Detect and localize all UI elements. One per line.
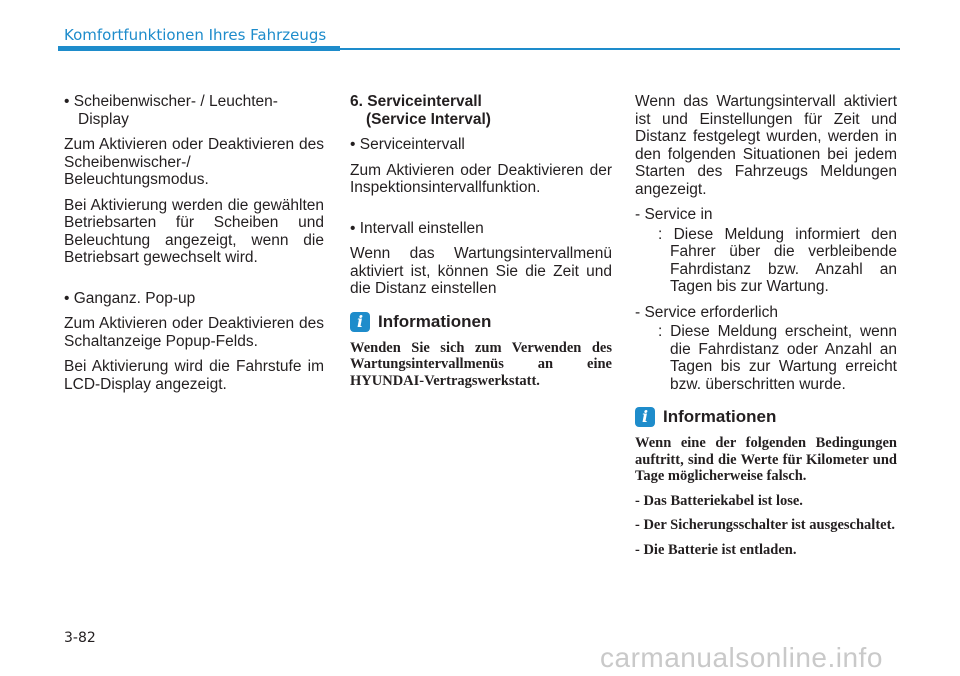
column-middle <box>350 93 612 397</box>
paragraph: Wenn das Wartungsintervall aktiviert ist und Einstellungen für Zeit und Distanz festgelegt wurden, werden in den folgenden Situationen bei jedem Starten des Fahrzeugs Meldungen angezeigt. <box>635 93 897 198</box>
paragraph: Bei Aktivierung wird die Fahrstufe im LCD-Display angezeigt. <box>64 358 324 393</box>
bullet-gear-popup: • Ganganz. Pop-up <box>64 289 196 307</box>
header-rule <box>340 48 900 50</box>
info-header <box>350 312 612 332</box>
bullet-wiper-light-display: • Scheibenwischer- / Leuchten-Display <box>64 93 278 128</box>
bullet-set-interval: • Intervall einstellen <box>350 219 484 237</box>
info-header <box>635 407 897 427</box>
bullet-service-interval: • Serviceintervall <box>350 136 465 153</box>
section-heading <box>350 93 612 128</box>
header-accent-bar <box>58 46 340 51</box>
condition-item: - Der Sicherungsschalter ist ausgeschaltet. <box>635 517 896 533</box>
column-right <box>635 93 897 566</box>
condition-item: - Die Batterie ist entladen. <box>635 541 797 558</box>
heading-subline: (Service Interval) <box>366 110 491 128</box>
dash-item-text: : Diese Meldung informiert den Fahrer über die verbleibende Fahrdistanz bzw. Anzahl an Tagen bis zur Wartung. <box>658 225 897 295</box>
info-icon: i <box>350 312 370 332</box>
column-left <box>64 93 324 401</box>
dash-item-service-required: - Service erforderlich <box>635 303 778 321</box>
heading-line: 6. Serviceintervall <box>350 93 482 110</box>
watermark: carmanualsonline.info <box>600 642 883 673</box>
info-text: Wenden Sie sich zum Verwenden des Wartungsintervallmenüs an eine HYUNDAI-Vertragswerkstatt. <box>350 339 612 389</box>
paragraph: Zum Aktivieren oder Deaktivieren des Scheibenwischer-/ Beleuchtungsmodus. <box>64 136 324 188</box>
dash-item-text: : Diese Meldung erscheint, wenn die Fahrdistanz oder Anzahl an Tagen bis zur Wartung erreicht bzw. überschritten wurde. <box>658 323 897 393</box>
paragraph: Zum Aktivieren oder Deaktivieren der Inspektionsintervallfunktion. <box>350 161 612 196</box>
section-title: Komfortfunktionen Ihres Fahrzeugs <box>64 26 327 44</box>
info-text: Wenn eine der folgenden Bedingungen auftritt, sind die Werte für Kilometer und Tage möglicherweise falsch. <box>635 435 897 484</box>
info-icon: i <box>635 407 655 427</box>
paragraph: Zum Aktivieren oder Deaktivieren des Schaltanzeige Popup-Felds. <box>64 315 324 350</box>
dash-item-service-in: - Service in <box>635 206 713 223</box>
info-title: Informationen <box>663 407 777 427</box>
paragraph: Bei Aktivierung werden die gewählten Betriebsarten für Scheiben und Beleuchtung angezeigt, wenn die Betriebsart gewechselt wird. <box>64 196 324 266</box>
page-number: 3-82 <box>64 630 96 646</box>
paragraph: Wenn das Wartungsintervallmenü aktiviert ist, können Sie die Zeit und die Distanz einstellen <box>350 245 612 297</box>
info-title: Informationen <box>378 311 492 331</box>
condition-item: - Das Batteriekabel ist lose. <box>635 492 803 509</box>
